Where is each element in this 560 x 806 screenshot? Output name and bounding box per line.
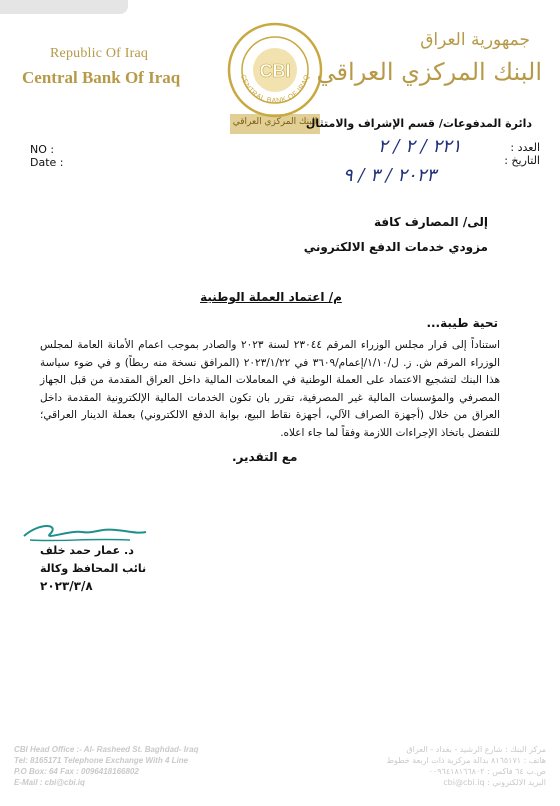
signatory-name: د. عمار حمد خلف (40, 544, 134, 557)
date-label-ar: التاريخ : (504, 154, 540, 167)
footer-en-line: CBI Head Office :- Al- Rasheed St. Baghdad- Iraq (14, 745, 199, 754)
recipient-line-2: مزودي خدمات الدفع الالكتروني (303, 240, 488, 254)
number-label-ar: العدد : (510, 141, 540, 154)
department-line: دائرة المدفوعات/ قسم الإشراف والامتثال (305, 117, 532, 130)
number-label-en: NO : (30, 143, 55, 156)
logo-ring-text: CENTRAL BANK OF IRAQ (238, 73, 312, 105)
footer-ar-line: هاتف : ٨١٦٥١٧١ بدالة مركزية ذات اربعة خطوط (386, 756, 546, 765)
footer-ar-line: ص.ب ٦٤ فاكس : ٠٠٩٦٤١٨١٦٦٨٠٢ (428, 767, 546, 776)
arabic-republic-title: جمهورية العراق (420, 30, 530, 50)
arabic-bank-title: البنك المركزي العراقي (316, 58, 542, 86)
signatory-title: نائب المحافظ وكالة (40, 562, 147, 575)
cbi-logo-icon (227, 22, 323, 118)
footer-en-line: E-Mail : cbi@cbi.iq (14, 778, 85, 787)
recipient-line-1: إلى/ المصارف كافة (374, 215, 488, 229)
english-republic-title: Republic Of Iraq (50, 46, 149, 61)
signatory-date: ٢٠٢٣/٣/٨ (40, 579, 93, 593)
subject-line: م/ اعتماد العملة الوطنية (200, 290, 342, 304)
letter-body: استناداً إلى قرار مجلس الوزراء المرقم ٢٣٠٤٤ لسنة ٢٠٢٣ والصادر بموجب اعمام الأمانة العامة لمجلس الوزراء المرقم ش. ز. ل/١/١٠/إعمام/٣٦٠٩ في ٢٠٢٣/١/٢٢ (المرافق نسخة منه ربطاً) و في ضوء سياسة هذا البنك لتشجيع الاعتماد على العملة الوطنية في المعاملات المالية داخل العراق المقدمة من قبل الجهاز المصرفي والمؤسسات المالية غير المصرفية، تقرر بان تكون الخدمات المالية الإلكترونية المقدمة داخل العراق من خلال (أجهزة الصراف الآلي، أجهزة نقاط البيع، بوابة الدفع الالكتروني) بعملة الدينار العراقي؛ للتفضل باتخاذ الإجراءات اللازمة وفقاً لما جاء اعلاه. (40, 339, 501, 439)
footer-en-line: Tel: 8165171 Telephone Exchange With 4 Line (14, 756, 189, 765)
closing: مع التقدير. (232, 450, 298, 464)
greeting: تحية طيبة... (426, 316, 498, 330)
handwritten-number: ٢٢١ / ٢ / ٢ (378, 136, 462, 157)
footer-en-line: P.O Box: 64 Fax : 0096418166802 (14, 767, 139, 776)
footer-ar-line: البريد الالكتروني : cbi@cbi.iq (443, 778, 546, 787)
footer-ar-line: مركز البنك : شارع الرشيد - بغداد - العراق (406, 745, 546, 754)
top-overlay-bar (0, 0, 128, 14)
stamp-text: البنك المركزي العراقي (232, 117, 318, 127)
handwritten-date: ٢٠٢٣ / ٣ / ٩ (343, 165, 437, 186)
logo-letters: CBI (259, 61, 291, 81)
date-label-en: Date : (30, 156, 64, 169)
footer-arabic (387, 744, 546, 788)
footer-english (14, 744, 198, 788)
english-bank-title: Central Bank Of Iraq (22, 68, 181, 87)
